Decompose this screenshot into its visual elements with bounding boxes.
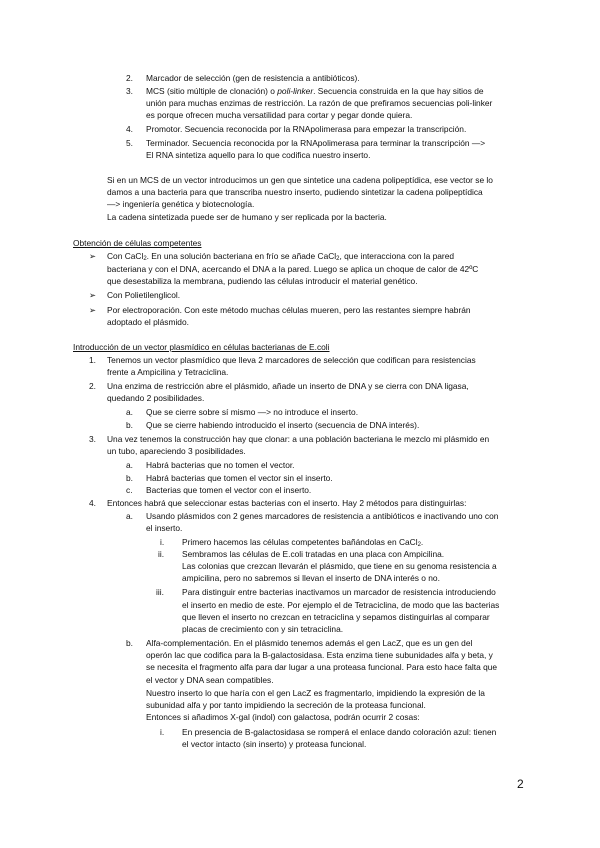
text-line: ampicilina, pero no sabremos si llevan el inserto de DNA interés o no.: [182, 573, 440, 583]
text-line: Primero hacemos las células competentes bañándolas en CaCl$_2$.: [182, 537, 424, 548]
text-line: Habrá bacterias que tomen el vector sin el inserto.: [146, 473, 333, 483]
text-line: el vector intacto (sin inserto) y proteasa funcional.: [182, 739, 367, 749]
list-marker: i.: [160, 537, 165, 547]
text-line: Que se cierre sobre sí mismo —> no introduce el inserto.: [146, 407, 359, 417]
text-line: Sembramos las células de E.coli tratadas en una placa con Ampicilina.: [182, 549, 445, 559]
list-marker: 3.: [126, 86, 133, 96]
list-marker: ii.: [158, 549, 165, 559]
list-marker: b.: [126, 420, 133, 430]
list-marker: i.: [160, 727, 165, 737]
text-line: En presencia de B-galactosidasa se romperá el enlace dando coloración azul: tienen: [182, 727, 497, 737]
list-marker: a.: [126, 407, 133, 417]
text-line: se necesita el fragmento alfa para dar lugar a una proteasa funcional. Para esto hace falta que: [146, 662, 498, 672]
bullet-arrow: ➢: [89, 305, 97, 315]
page-number: 2: [517, 777, 524, 791]
text-line: —> ingeniería genética y biotecnología.: [107, 199, 255, 209]
text-line: placas de crecimiento con y sin tetraciclina.: [182, 624, 344, 634]
text-line: operón lac que codifica para la B-galactosidasa. Esta enzima tiene subunidades alfa y beta, y: [146, 650, 493, 660]
text-line: Habrá bacterias que no tomen el vector.: [146, 460, 295, 470]
list-marker: 1.: [89, 355, 96, 365]
text-line: Usando plásmidos con 2 genes marcadores de resistencia a antibióticos e inactivando uno con: [146, 511, 499, 521]
text-line: que lleven el inserto no crezcan en tetraciclina y sepamos distinguirlas al comparar: [182, 612, 490, 622]
list-marker: iii.: [156, 587, 164, 597]
list-marker: b.: [126, 473, 133, 483]
bullet-arrow: ➢: [89, 251, 97, 261]
list-marker: 4.: [126, 124, 133, 134]
text-line: Promotor. Secuencia reconocida por la RNApolimerasa para empezar la transcripción.: [146, 124, 467, 134]
text-line: Las colonias que crezcan llevarán el plásmido, que tiene en su genoma resistencia a: [182, 561, 497, 571]
text-line: Si en un MCS de un vector introducimos un gen que sintetice una cadena polipeptídica, ese vector se lo: [107, 175, 493, 185]
text-line: el inserto en medio de este. Por ejemplo el de Tetraciclina, de modo que las bacterias: [182, 600, 500, 610]
text-line: Terminador. Secuencia reconocida por la RNApolimerasa para terminar la transcripción —>: [146, 138, 486, 148]
text-line: Por electroporación. Con este método muchas células mueren, pero las restantes siempre habrán: [107, 305, 471, 315]
list-marker: 3.: [89, 434, 96, 444]
section-heading: Introducción de un vector plasmídico en células bacterianas de E.coli: [73, 342, 330, 352]
text-line: bacteriana y con el DNA, acercando el DNA a la pared. Luego se aplica un choque de calor de 42ºC: [107, 264, 479, 274]
text-line: Alfa-complementación. En el plásmido tenemos además el gen LacZ, que es un gen del: [146, 638, 473, 648]
text-line: damos a una bacteria para que transcriba nuestro inserto, pudiendo sintetizar la cadena polipeptídica: [107, 187, 483, 197]
text-line: Entonces habrá que seleccionar estas bacterias con el inserto. Hay 2 métodos para distinguirlas:: [107, 498, 467, 508]
text-line: Que se cierre habiendo introducido el inserto (secuencia de DNA interés).: [146, 420, 420, 430]
text-line: Nuestro inserto lo que haría con el gen LacZ es fragmentarlo, impidiendo la expresión de la: [146, 688, 485, 698]
section-heading: Obtención de células competentes: [73, 238, 202, 248]
list-marker: a.: [126, 511, 133, 521]
text-line: MCS (sitio múltiple de clonación) o poli-linker. Secuencia construida en la que hay sitios de: [146, 86, 484, 96]
list-marker: c.: [126, 485, 133, 495]
text-line: Una vez tenemos la construcción hay que clonar: a una población bacteriana le mezclo mi plásmido en: [107, 434, 490, 444]
list-marker: b.: [126, 638, 133, 648]
text-line: Una enzima de restricción abre el plásmido, añade un inserto de DNA y se cierra con DNA ligasa,: [107, 381, 469, 391]
text-line: unión para muchas enzimas de restricción. La razón de que prefiramos secuencias poli-linker: [146, 98, 493, 108]
text-line: Marcador de selección (gen de resistencia a antibióticos).: [146, 73, 360, 83]
text-line: Tenemos un vector plasmídico que lleva 2 marcadores de selección que codifican para resistencias: [107, 355, 476, 365]
text-line: Con CaCl$_2$. En una solución bacteriana en frío se añade CaCl$_2$, que interacciona con la pared: [107, 251, 455, 262]
list-marker: 5.: [126, 138, 133, 148]
text-line: adoptado el plásmido.: [107, 317, 189, 327]
text-line: El RNA sintetiza aquello para lo que codifica nuestro inserto.: [146, 150, 371, 160]
text-line: Con Polietilenglicol.: [107, 290, 181, 300]
list-marker: 4.: [89, 498, 96, 508]
text-line: el inserto.: [146, 523, 183, 533]
text-line: el vector y DNA sean compatibles.: [146, 675, 274, 685]
text-line: Bacterias que tomen el vector con el inserto.: [146, 485, 312, 495]
text-line: Entonces si añadimos X-gal (indol) con galactosa, podrán ocurrir 2 cosas:: [146, 712, 420, 722]
bullet-arrow: ➢: [89, 290, 97, 300]
list-marker: a.: [126, 460, 133, 470]
text-line: frente a Ampicilina y Tetraciclina.: [107, 367, 229, 377]
list-marker: 2.: [126, 73, 133, 83]
list-marker: 2.: [89, 381, 96, 391]
text-line: La cadena sintetizada puede ser de humano y ser replicada por la bacteria.: [107, 212, 387, 222]
text-line: que desestabiliza la membrana, pudiendo las células introducir el material genético.: [107, 276, 418, 286]
text-line: quedando 2 posibilidades.: [107, 393, 205, 403]
text-line: Para distinguir entre bacterias inactivamos un marcador de resistencia introduciendo: [182, 587, 496, 597]
text-line: un tubo, apareciendo 3 posibilidades.: [107, 446, 246, 456]
text-line: subunidad alfa y por tanto impidiendo la secreción de la proteasa funcional.: [146, 700, 426, 710]
text-line: es porque ofrecen mucha versatilidad para cortar y pegar donde quiera.: [146, 110, 413, 120]
